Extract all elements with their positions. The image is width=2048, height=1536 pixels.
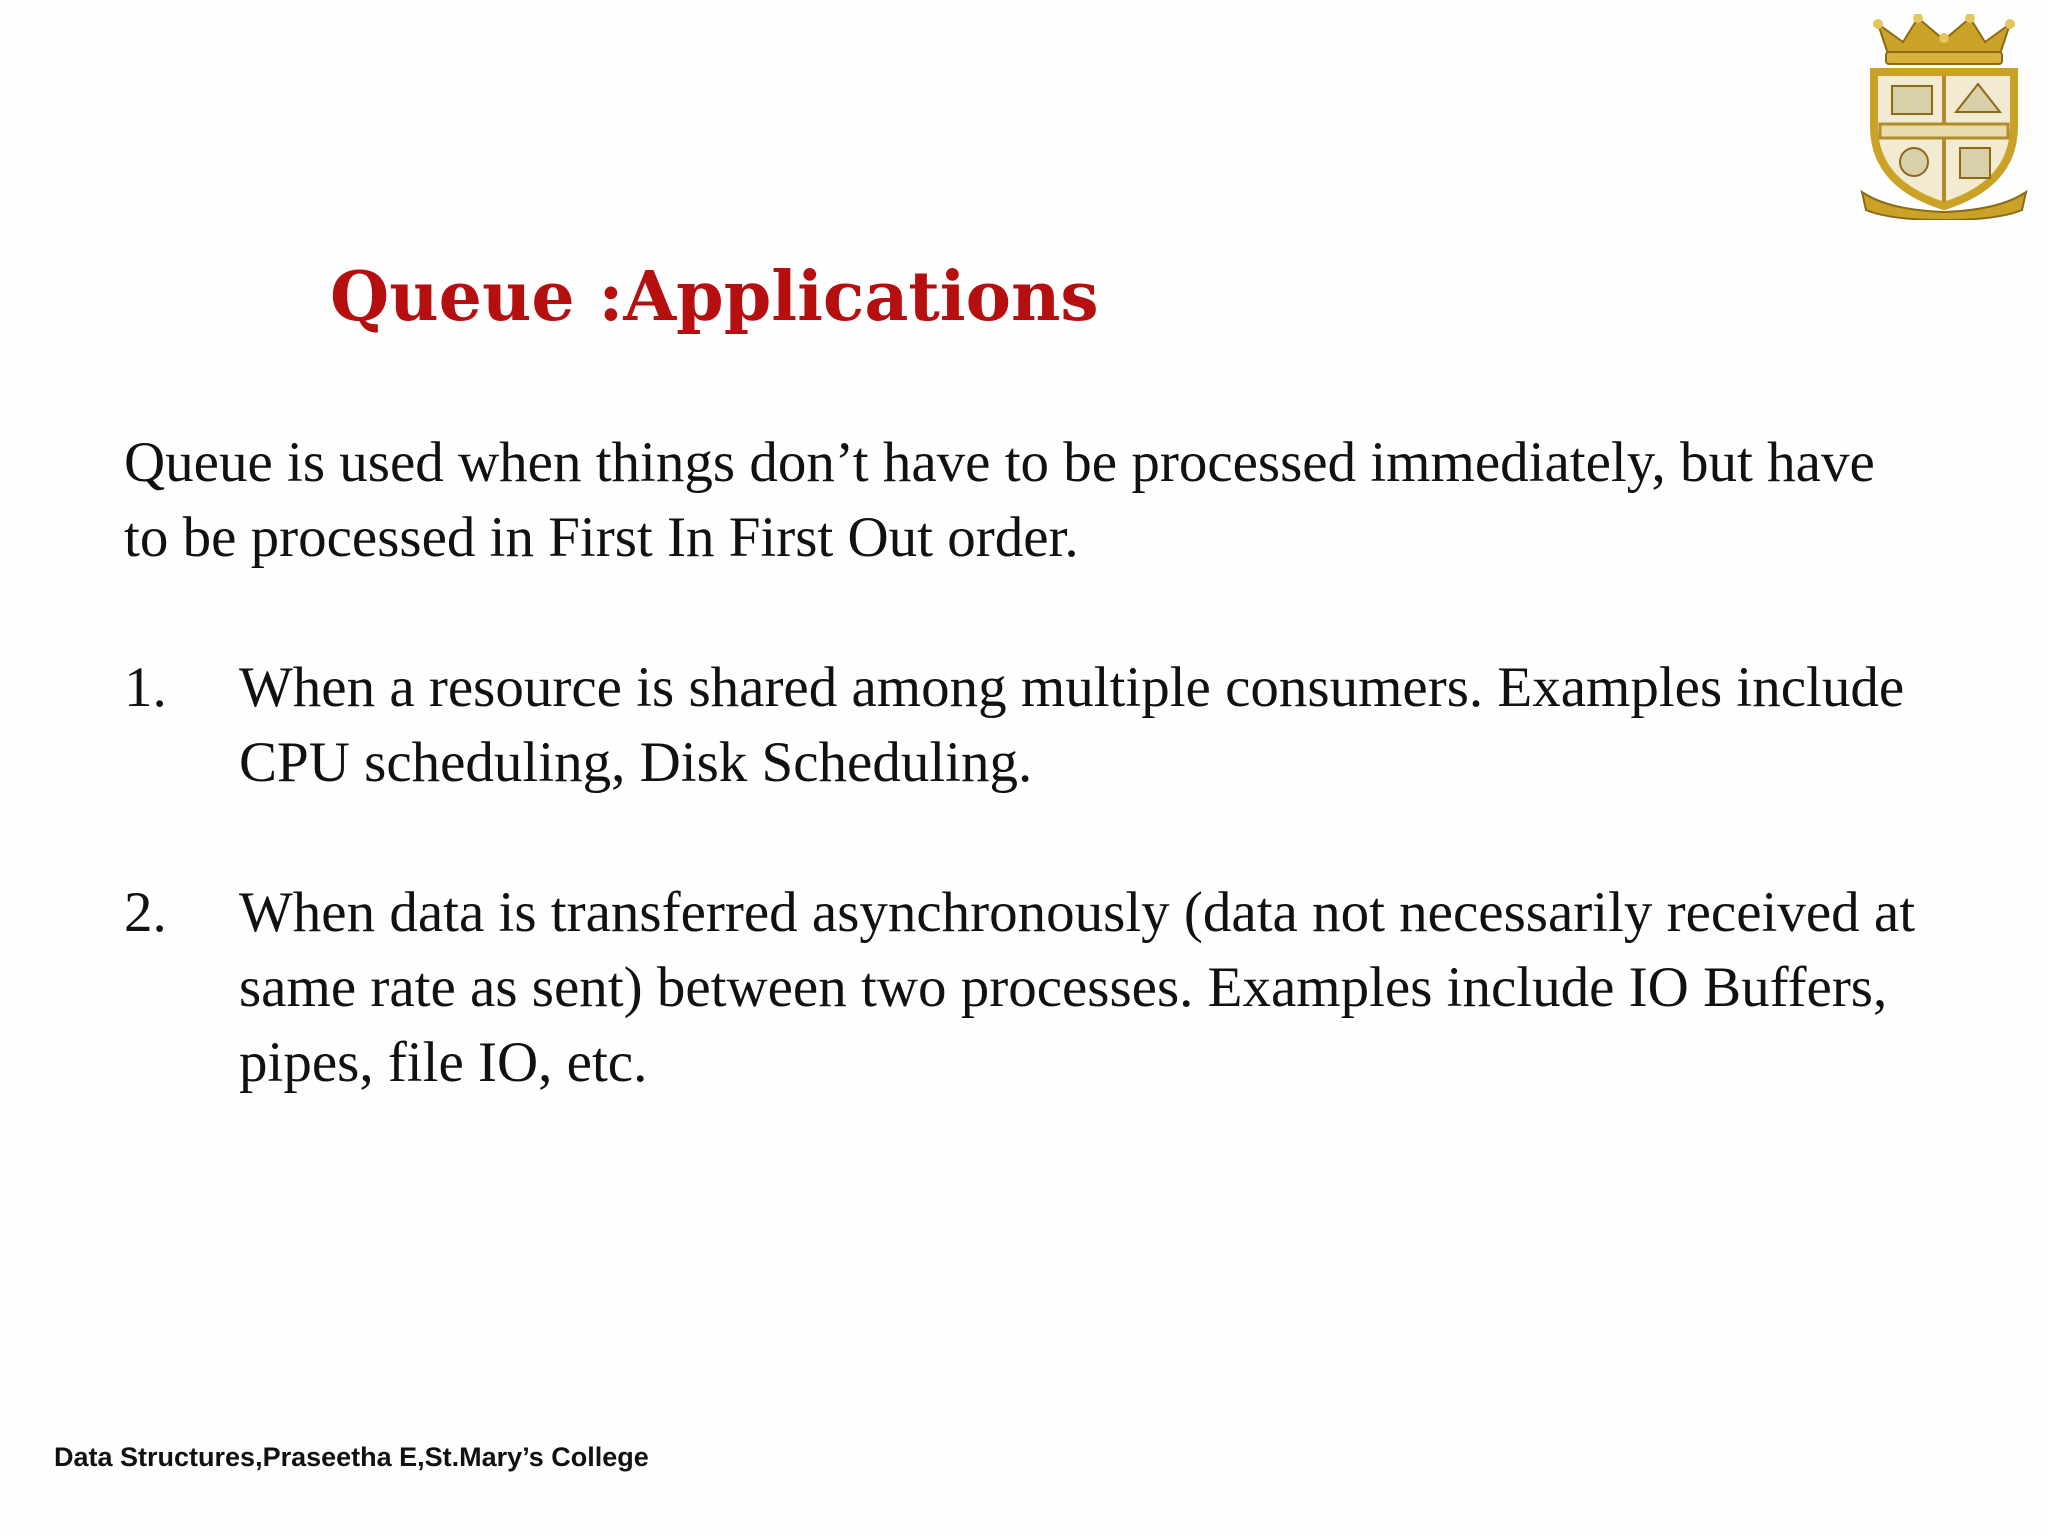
slide-title: Queue :Applications — [330, 257, 1099, 337]
college-crest-logo — [1858, 14, 2030, 220]
slide-footer: Data Structures,Praseetha E,St.Mary’s College — [54, 1442, 649, 1472]
list-item-text: When data is transferred asynchronously (data not necessarily received at same rate as sent) between two processes. Examples include IO Buffers, pipes, file IO, etc. — [239, 881, 1916, 1094]
list-item — [124, 875, 1924, 1100]
list-item-number: 1. — [124, 656, 167, 719]
list-item-number: 2. — [124, 881, 167, 944]
intro-paragraph: Queue is used when things don’t have to be processed immediately, but have to be processed in First In First Out order. — [124, 431, 1875, 569]
list-item — [124, 650, 1924, 800]
list-item-text: When a resource is shared among multiple consumers. Examples include CPU scheduling, Disk Scheduling. — [239, 656, 1905, 794]
